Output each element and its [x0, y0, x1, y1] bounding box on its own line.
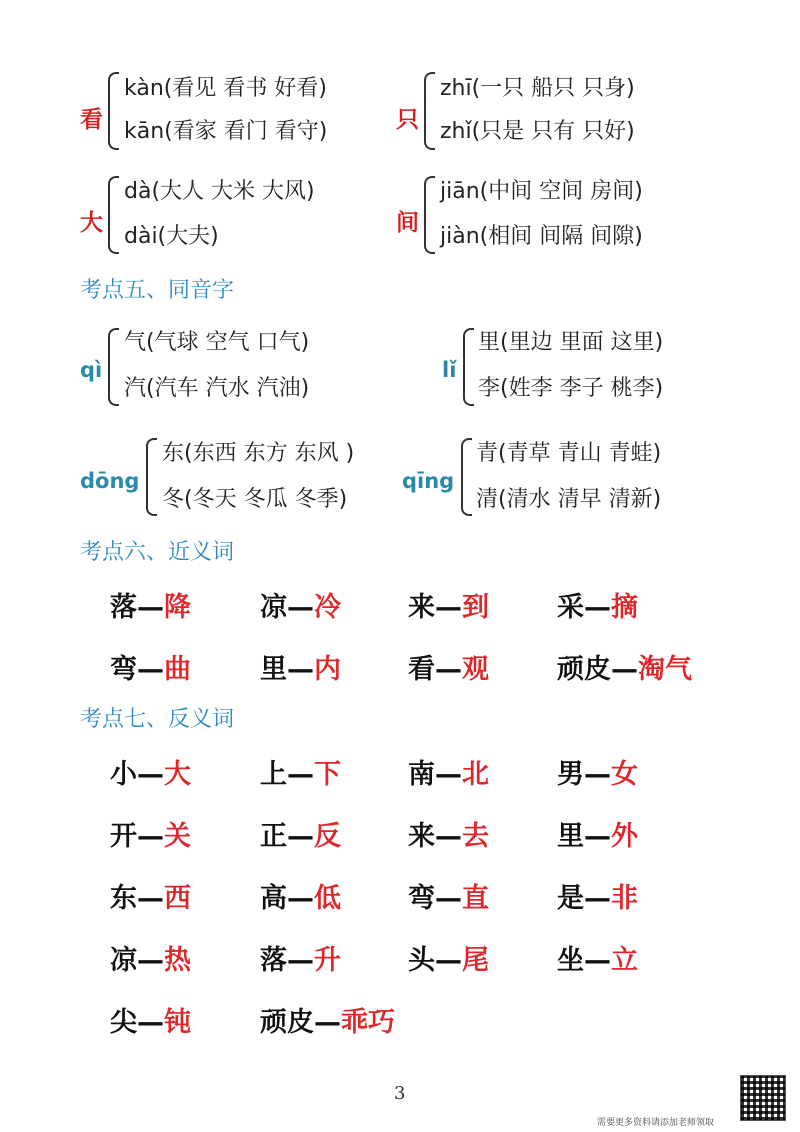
synonym-word: 采: [557, 592, 584, 623]
polyphone-char-jian: 间: [396, 210, 419, 236]
synonym-pair: [110, 647, 191, 686]
homophone-line: 汽(汽车 汽水 汽油): [124, 376, 310, 401]
polyphone-line: dài(大夫): [124, 224, 219, 249]
polyphone-char-kan: 看: [80, 107, 103, 133]
pair-dash: —: [435, 883, 462, 914]
pair-dash: —: [287, 945, 314, 976]
antonym-match: 西: [164, 883, 191, 914]
homophone-pinyin-dong: dōng: [80, 469, 140, 493]
section-title-synonyms: 考点六、近义词: [80, 540, 235, 565]
synonym-pair: [408, 585, 489, 624]
antonym-pair: [557, 814, 638, 853]
homophone-line: 李(姓李 李子 桃李): [478, 376, 664, 401]
polyphone-char-zhi: 只: [396, 107, 419, 133]
antonym-pair: [260, 876, 341, 915]
pair-dash: —: [584, 883, 611, 914]
antonym-word: 弯: [408, 883, 435, 914]
pair-dash: —: [611, 654, 638, 685]
antonym-word: 里: [557, 821, 584, 852]
antonym-match: 大: [164, 759, 191, 790]
antonym-match: 外: [611, 821, 638, 852]
synonym-match: 观: [462, 654, 489, 685]
synonym-pair: [260, 647, 341, 686]
synonym-match: 淘气: [638, 654, 692, 685]
brace: [424, 176, 435, 254]
synonym-match: 冷: [314, 592, 341, 623]
synonym-word: 弯: [110, 654, 137, 685]
antonym-word: 坐: [557, 945, 584, 976]
pair-dash: —: [137, 821, 164, 852]
antonym-match: 尾: [462, 945, 489, 976]
antonym-pair: [408, 876, 489, 915]
pair-dash: —: [584, 592, 611, 623]
synonym-match: 摘: [611, 592, 638, 623]
antonym-match: 升: [314, 945, 341, 976]
pair-dash: —: [287, 883, 314, 914]
pair-dash: —: [435, 821, 462, 852]
section-title-antonyms: 考点七、反义词: [80, 707, 235, 732]
homophone-pinyin-qi: qì: [80, 358, 103, 382]
synonym-match: 曲: [164, 654, 191, 685]
synonym-word: 看: [408, 654, 435, 685]
antonym-match: 乖巧: [341, 1007, 395, 1038]
antonym-word: 男: [557, 759, 584, 790]
page-number: 3: [394, 1083, 406, 1104]
polyphone-char-da: 大: [80, 210, 103, 236]
synonym-pair: [557, 647, 692, 686]
antonym-pair: [110, 1000, 191, 1039]
antonym-pair: [408, 938, 489, 977]
pair-dash: —: [435, 759, 462, 790]
antonym-word: 凉: [110, 945, 137, 976]
homophone-pinyin-li: lǐ: [442, 358, 457, 382]
pair-dash: —: [287, 821, 314, 852]
antonym-match: 关: [164, 821, 191, 852]
polyphone-line: dà(大人 大米 大风): [124, 179, 315, 204]
antonym-word: 东: [110, 883, 137, 914]
antonym-word: 头: [408, 945, 435, 976]
synonym-match: 降: [164, 592, 191, 623]
antonym-word: 高: [260, 883, 287, 914]
brace: [108, 176, 119, 254]
homophone-line: 冬(冬天 冬瓜 冬季): [162, 487, 348, 512]
antonym-match: 热: [164, 945, 191, 976]
antonym-word: 正: [260, 821, 287, 852]
antonym-pair: [557, 938, 638, 977]
synonym-word: 里: [260, 654, 287, 685]
pair-dash: —: [584, 945, 611, 976]
brace: [108, 328, 119, 406]
pair-dash: —: [137, 945, 164, 976]
pair-dash: —: [137, 654, 164, 685]
brace: [424, 72, 435, 150]
synonym-pair: [110, 585, 191, 624]
polyphone-line: jiàn(相间 间隔 间隙): [440, 224, 643, 249]
synonym-pair: [260, 585, 341, 624]
pair-dash: —: [137, 1007, 164, 1038]
antonym-match: 钝: [164, 1007, 191, 1038]
antonym-match: 非: [611, 883, 638, 914]
antonym-pair: [408, 814, 489, 853]
antonym-pair: [260, 938, 341, 977]
polyphone-line: jiān(中间 空间 房间): [440, 179, 643, 204]
antonym-pair: [260, 814, 341, 853]
antonym-match: 反: [314, 821, 341, 852]
antonym-match: 直: [462, 883, 489, 914]
antonym-word: 上: [260, 759, 287, 790]
homophone-line: 东(东西 东方 东风 ): [162, 441, 355, 466]
synonym-word: 来: [408, 592, 435, 623]
antonym-word: 尖: [110, 1007, 137, 1038]
homophone-line: 清(清水 清早 清新): [476, 487, 662, 512]
antonym-pair: [260, 1000, 395, 1039]
antonym-match: 低: [314, 883, 341, 914]
synonym-match: 内: [314, 654, 341, 685]
polyphone-line: zhī(一只 船只 只身): [440, 76, 635, 101]
brace: [146, 438, 157, 516]
antonym-word: 小: [110, 759, 137, 790]
homophone-line: 里(里边 里面 这里): [478, 330, 664, 355]
pair-dash: —: [435, 945, 462, 976]
polyphone-line: kān(看家 看门 看守): [124, 119, 328, 144]
antonym-word: 顽皮: [260, 1007, 314, 1038]
synonym-word: 落: [110, 592, 137, 623]
antonym-pair: [110, 938, 191, 977]
antonym-match: 下: [314, 759, 341, 790]
synonym-pair: [557, 585, 638, 624]
synonym-pair: [408, 647, 489, 686]
pair-dash: —: [137, 759, 164, 790]
homophone-pinyin-qing: qīng: [402, 469, 455, 493]
antonym-match: 立: [611, 945, 638, 976]
brace: [463, 328, 474, 406]
antonym-word: 南: [408, 759, 435, 790]
synonym-word: 凉: [260, 592, 287, 623]
pair-dash: —: [435, 654, 462, 685]
antonym-match: 北: [462, 759, 489, 790]
antonym-match: 女: [611, 759, 638, 790]
antonym-pair: [110, 814, 191, 853]
qr-note: 需要更多资料请添加老师领取: [597, 1118, 715, 1128]
pair-dash: —: [287, 592, 314, 623]
pair-dash: —: [435, 592, 462, 623]
antonym-word: 是: [557, 883, 584, 914]
antonym-pair: [408, 752, 489, 791]
pair-dash: —: [137, 592, 164, 623]
pair-dash: —: [584, 821, 611, 852]
pair-dash: —: [287, 759, 314, 790]
antonym-pair: [557, 876, 638, 915]
brace: [108, 72, 119, 150]
antonym-pair: [557, 752, 638, 791]
antonym-word: 落: [260, 945, 287, 976]
synonym-word: 顽皮: [557, 654, 611, 685]
homophone-line: 青(青草 青山 青蛙): [476, 441, 662, 466]
antonym-word: 开: [110, 821, 137, 852]
brace: [461, 438, 472, 516]
antonym-word: 来: [408, 821, 435, 852]
polyphone-line: kàn(看见 看书 好看): [124, 76, 327, 101]
pair-dash: —: [314, 1007, 341, 1038]
homophone-line: 气(气球 空气 口气): [124, 330, 310, 355]
qr-code-icon: [740, 1075, 786, 1121]
synonym-match: 到: [462, 592, 489, 623]
pair-dash: —: [137, 883, 164, 914]
pair-dash: —: [584, 759, 611, 790]
antonym-pair: [110, 752, 191, 791]
pair-dash: —: [287, 654, 314, 685]
section-title-homophones: 考点五、同音字: [80, 278, 235, 303]
antonym-pair: [260, 752, 341, 791]
antonym-pair: [110, 876, 191, 915]
antonym-match: 去: [462, 821, 489, 852]
polyphone-line: zhǐ(只是 只有 只好): [440, 119, 635, 144]
